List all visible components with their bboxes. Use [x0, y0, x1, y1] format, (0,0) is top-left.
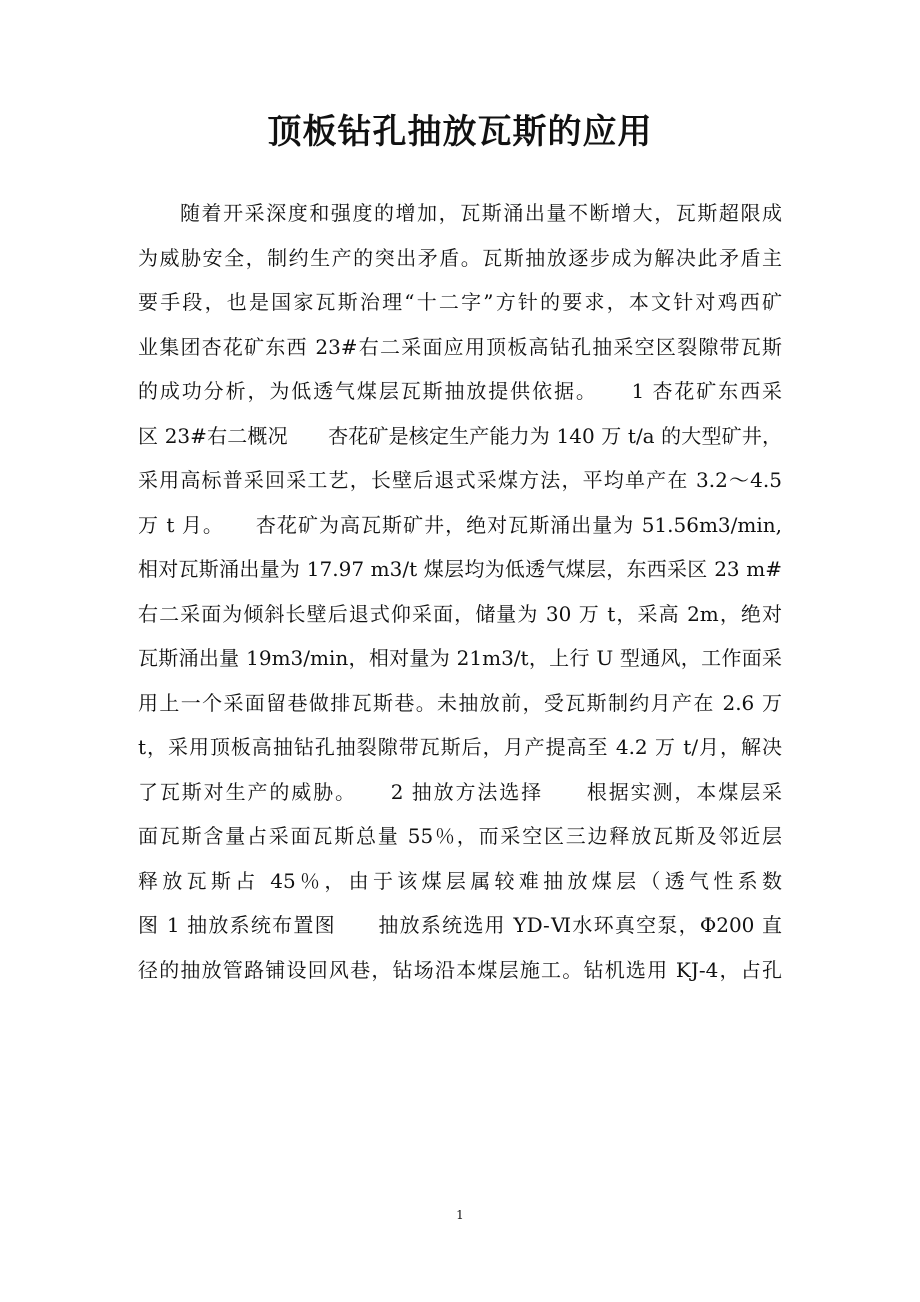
- body-line: 图 1 抽放系统布置图 抽放系统选用 YD-Ⅵ水环真空泵，Φ200 直: [138, 913, 782, 937]
- document-body: [138, 191, 782, 992]
- body-line: 随着开采深度和强度的增加，瓦斯涌出量不断增大，瓦斯超限成: [180, 201, 782, 225]
- body-line: 面瓦斯含量占采面瓦斯总量 55％，而采空区三边释放瓦斯及邻近层: [138, 824, 782, 848]
- body-line: 采用高标普采回采工艺，长壁后退式采煤方法，平均单产在 3.2～4.5: [138, 468, 782, 492]
- body-line: 径的抽放管路铺设回风巷，钻场沿本煤层施工。钻机选用 KJ-4，占孔: [138, 957, 782, 982]
- body-line: 右二采面为倾斜长壁后退式仰采面，储量为 30 万 t，采高 2m，绝对: [138, 601, 782, 626]
- body-line: 的成功分析，为低透气煤层瓦斯抽放提供依据。 1 杏花矿东西采: [138, 379, 782, 403]
- body-line: 万 t 月。 杏花矿为高瓦斯矿井，绝对瓦斯涌出量为 51.56m3/min,: [138, 512, 782, 537]
- body-line: 相对瓦斯涌出量为 17.97 m3/t 煤层均为低透气煤层，东西采区 23 m#: [138, 557, 782, 581]
- body-line: 释放瓦斯占 45％，由于该煤层属较难抽放煤层（透气性系数: [138, 868, 782, 893]
- body-line: 为威胁安全，制约生产的突出矛盾。瓦斯抽放逐步成为解决此矛盾主: [138, 245, 782, 270]
- body-line: 业集团杏花矿东西 23#右二采面应用顶板高钻孔抽采空区裂隙带瓦斯: [138, 334, 782, 359]
- body-line: 区 23#右二概况 杏花矿是核定生产能力为 140 万 t/a 的大型矿井，: [138, 423, 782, 448]
- document-title: 顶板钻孔抽放瓦斯的应用: [267, 112, 653, 152]
- body-line: 要手段，也是国家瓦斯治理“十二字”方针的要求，本文针对鸡西矿: [138, 290, 782, 314]
- body-line: t，采用顶板高抽钻孔抽裂隙带瓦斯后，月产提高至 4.2 万 t/月，解决: [138, 735, 782, 759]
- page-number: 1: [456, 1208, 464, 1222]
- body-line: 了瓦斯对生产的威胁。 2 抽放方法选择 根据实测，本煤层采: [138, 779, 782, 804]
- body-line: 瓦斯涌出量 19m3/min，相对量为 21m3/t，上行 U 型通风，工作面采: [138, 646, 782, 670]
- body-line: 用上一个采面留巷做排瓦斯巷。未抽放前，受瓦斯制约月产在 2.6 万: [138, 690, 782, 715]
